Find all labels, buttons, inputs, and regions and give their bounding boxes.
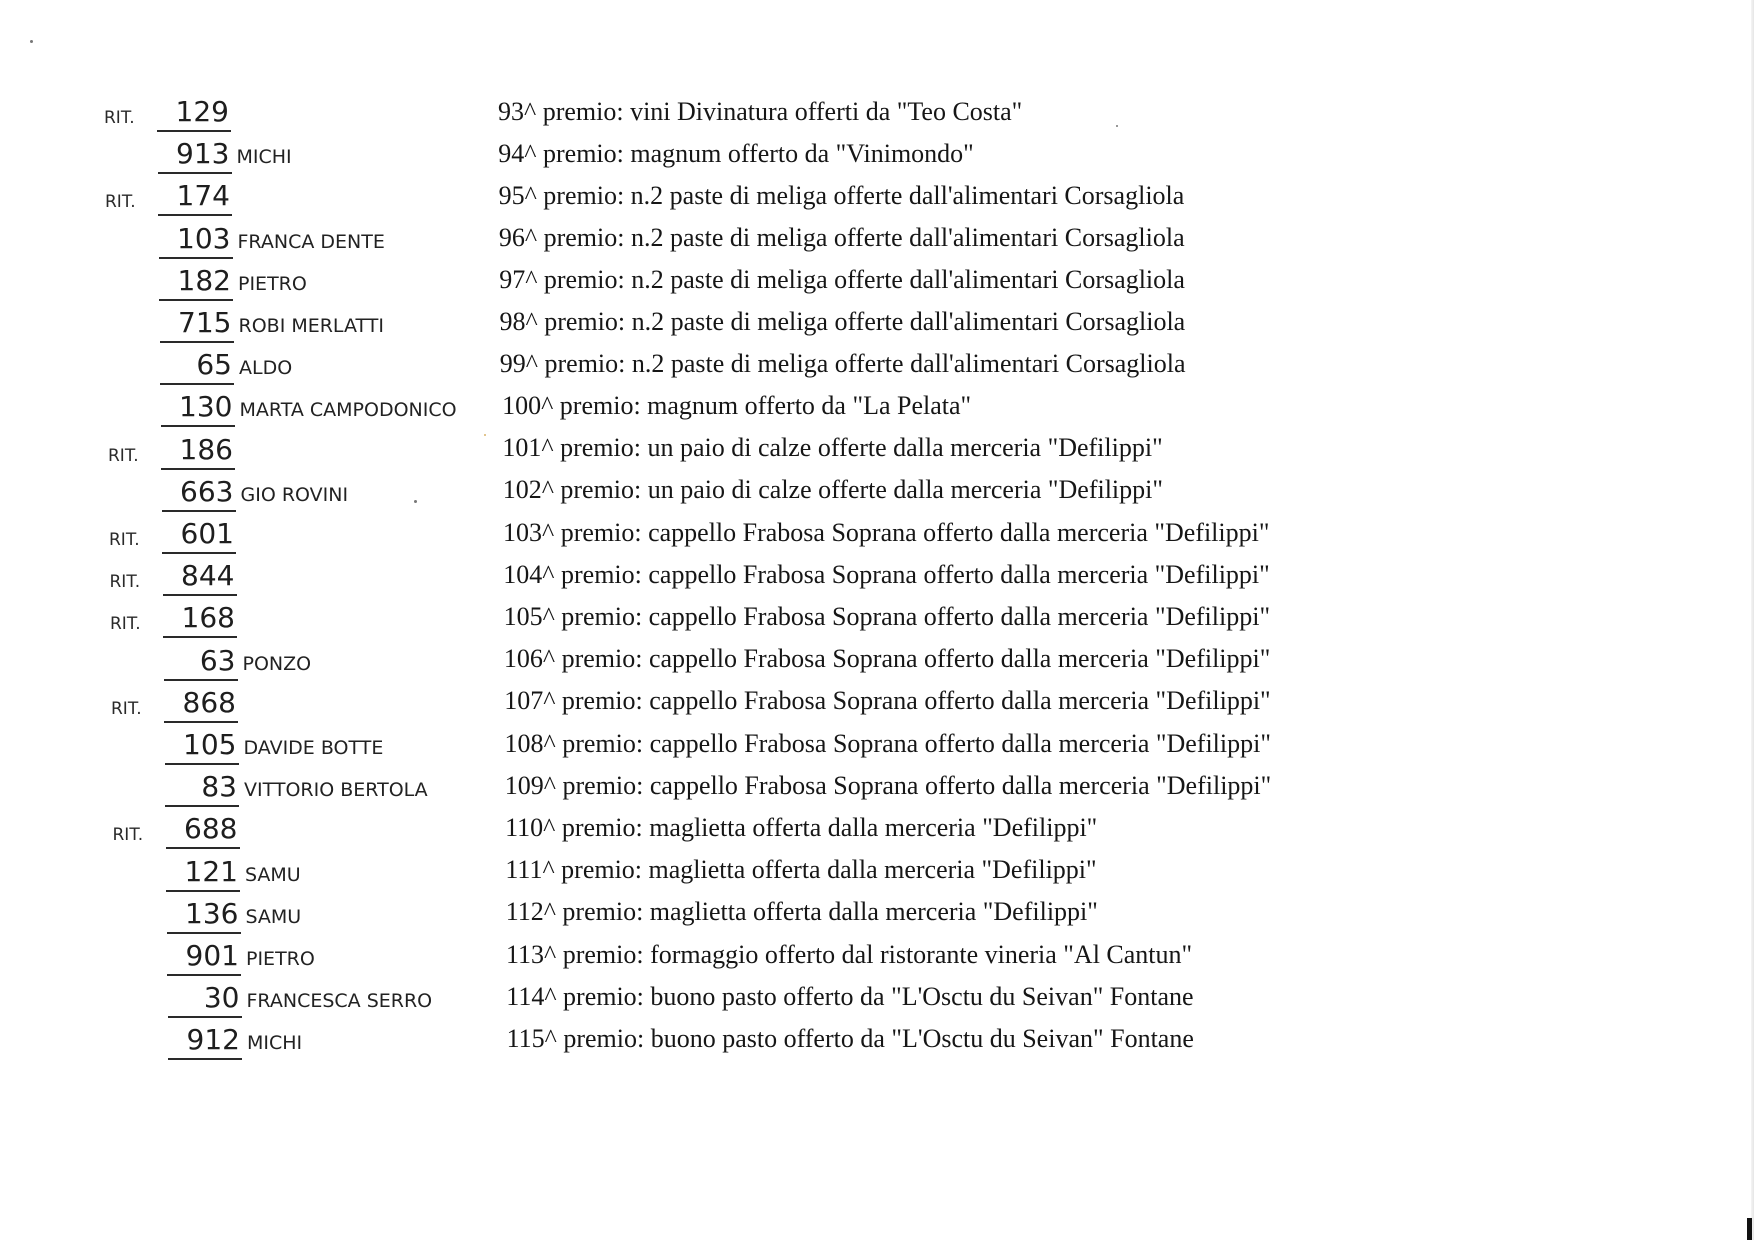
ticket-number: 105 xyxy=(165,729,239,765)
ticket-number: 136 xyxy=(167,898,241,934)
winner-name: MICHI xyxy=(236,146,292,169)
prize-description: 102^ premio: un paio di calze offerte dalla merceria "Defilippi" xyxy=(502,475,1163,505)
ticket-number: 186 xyxy=(161,434,235,470)
winner-name: MICHI xyxy=(247,1032,303,1055)
winner-name: FRANCA DENTE xyxy=(237,230,385,253)
winner-name: SAMU xyxy=(245,863,301,886)
prize-description: 108^ premio: cappello Frabosa Soprana offerto dalla merceria "Defilippi" xyxy=(504,728,1271,758)
winner-name: DAVIDE BOTTE xyxy=(243,737,384,759)
winner-name: ROBI MERLATTI xyxy=(238,315,384,337)
table-row xyxy=(0,434,1754,476)
ticket-number: 663 xyxy=(162,476,236,512)
prize-description: 100^ premio: magnum offerto da "La Pelata" xyxy=(502,391,972,421)
table-row xyxy=(0,476,1754,518)
prize-description: 110^ premio: maglietta offerta dalla merceria "Defilippi" xyxy=(505,812,1098,842)
prize-description: 112^ premio: maglietta offerta dalla merceria "Defilippi" xyxy=(505,897,1098,927)
ticket-number: 83 xyxy=(165,771,239,807)
prize-description: 93^ premio: vini Divinatura offerti da "Teo Costa" xyxy=(498,97,1023,126)
prize-description: 96^ premio: n.2 paste di meliga offerte dall'alimentari Corsagliola xyxy=(498,223,1185,253)
prize-description: 94^ premio: magnum offerto da "Vinimondo" xyxy=(498,139,974,169)
table-row xyxy=(0,96,1754,138)
prize-description: 97^ premio: n.2 paste di meliga offerte dall'alimentari Corsagliola xyxy=(499,265,1185,295)
winner-name: PIETRO xyxy=(246,948,315,970)
winner-name: MARTA CAMPODONICO xyxy=(239,399,457,422)
table-row xyxy=(0,771,1754,813)
prize-description: 103^ premio: cappello Frabosa Soprana offerto dalla merceria "Defilippi" xyxy=(503,517,1270,547)
table-row xyxy=(0,180,1754,222)
winner-name: FRANCESCA SERRO xyxy=(246,990,433,1013)
prize-description: 111^ premio: maglietta offerta dalla merceria "Defilippi" xyxy=(505,855,1097,885)
winner-name: ALDO xyxy=(239,357,293,380)
ticket-number: 65 xyxy=(160,349,234,385)
ticket-number: 601 xyxy=(162,518,236,554)
table-row xyxy=(0,856,1754,898)
rit-label: RIT. xyxy=(104,108,135,128)
table-row xyxy=(0,223,1754,265)
prize-description: 107^ premio: cappello Frabosa Soprana offerto dalla merceria "Defilippi" xyxy=(504,686,1271,716)
prize-description: 109^ premio: cappello Frabosa Soprana offerto dalla merceria "Defilippi" xyxy=(504,770,1272,800)
rit-label: RIT. xyxy=(109,530,140,550)
table-row xyxy=(0,391,1754,433)
prize-description: 113^ premio: formaggio offerto dal ristorante vineria "Al Cantun" xyxy=(506,939,1193,969)
table-row xyxy=(0,265,1754,307)
prize-description: 105^ premio: cappello Frabosa Soprana offerto dalla merceria "Defilippi" xyxy=(503,601,1271,631)
table-row xyxy=(0,982,1754,1024)
table-row xyxy=(0,729,1754,771)
rit-label: RIT. xyxy=(111,698,142,719)
ticket-number: 129 xyxy=(157,96,231,132)
prize-description: 115^ premio: buono pasto offerto da "L'Osctu du Seivan" Fontane xyxy=(506,1023,1194,1053)
table-row xyxy=(0,138,1754,180)
ticket-number: 715 xyxy=(160,307,234,343)
table-row xyxy=(0,1024,1754,1066)
table-row xyxy=(0,813,1754,855)
ticket-number: 168 xyxy=(163,602,237,638)
ticket-number: 103 xyxy=(159,223,233,259)
winner-name: SAMU xyxy=(245,905,302,928)
ticket-number: 688 xyxy=(166,813,240,849)
winner-name: PONZO xyxy=(242,652,312,675)
prize-description: 106^ premio: cappello Frabosa Soprana offerto dalla merceria "Defilippi" xyxy=(503,644,1271,674)
winner-name: VITTORIO BERTOLA xyxy=(244,779,428,802)
ticket-number: 174 xyxy=(158,180,232,216)
table-row xyxy=(0,645,1754,687)
rit-label: RIT. xyxy=(105,192,136,213)
table-row xyxy=(0,940,1754,982)
prize-description: 99^ premio: n.2 paste di meliga offerte dall'alimentari Corsagliola xyxy=(499,349,1186,379)
table-row xyxy=(0,349,1754,391)
prize-description: 114^ premio: buono pasto offerto da "L'Osctu du Seivan" Fontane xyxy=(506,981,1194,1011)
rit-label: RIT. xyxy=(108,445,139,466)
rit-label: RIT. xyxy=(109,572,141,593)
ticket-number: 121 xyxy=(166,856,240,892)
ticket-number: 182 xyxy=(159,265,233,301)
ticket-number: 901 xyxy=(167,940,241,976)
table-row xyxy=(0,518,1754,560)
table-row xyxy=(0,898,1754,940)
table-row xyxy=(0,560,1754,602)
winner-name: PIETRO xyxy=(238,272,307,295)
ticket-number: 844 xyxy=(163,560,237,596)
ticket-number: 130 xyxy=(161,391,235,427)
table-row xyxy=(0,687,1754,729)
ticket-number: 868 xyxy=(164,687,238,723)
ticket-number: 63 xyxy=(164,645,238,681)
prize-description: 98^ premio: n.2 paste di meliga offerte dall'alimentari Corsagliola xyxy=(499,307,1186,337)
winner-name: GIO ROVINI xyxy=(240,483,349,506)
ticket-number: 912 xyxy=(168,1024,242,1060)
table-row xyxy=(0,307,1754,349)
prize-description: 104^ premio: cappello Frabosa Soprana offerto dalla merceria "Defilippi" xyxy=(503,559,1270,589)
prize-description: 101^ premio: un paio di calze offerte dalla merceria "Defilippi" xyxy=(502,433,1163,463)
prize-description: 95^ premio: n.2 paste di meliga offerte dall'alimentari Corsagliola xyxy=(498,181,1185,211)
table-row xyxy=(0,602,1754,644)
ticket-number: 913 xyxy=(158,138,232,174)
ticket-number: 30 xyxy=(168,982,242,1018)
rit-label: RIT. xyxy=(112,825,144,846)
rit-label: RIT. xyxy=(110,614,141,635)
